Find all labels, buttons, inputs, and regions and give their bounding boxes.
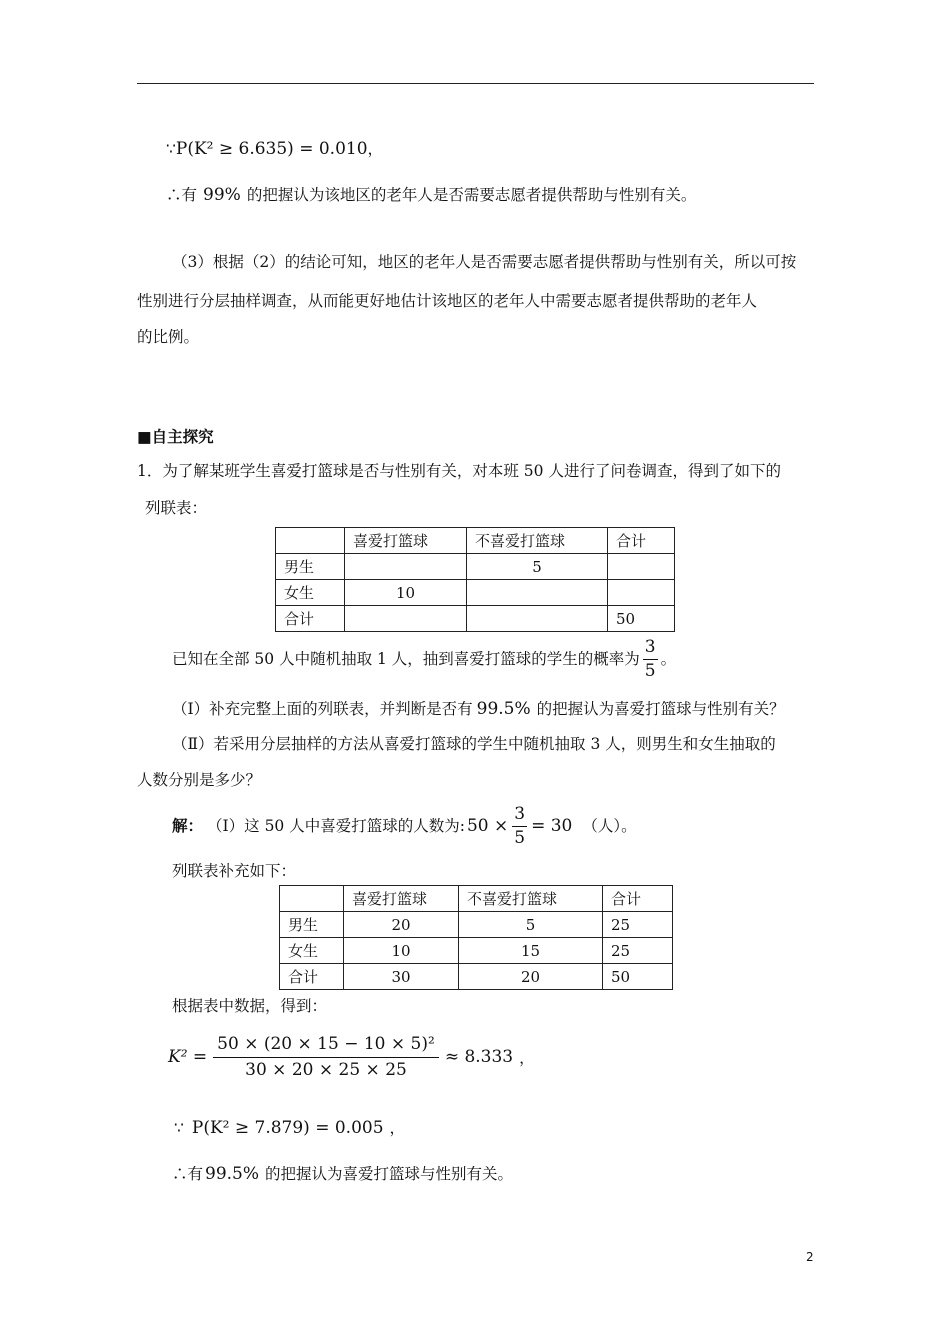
part2-line-a: （Ⅱ）若采用分层抽样的方法从喜爱打篮球的学生中随机抽取 3 人，则男生和女生抽取的 (172, 735, 776, 753)
table-cell: 合计 (276, 606, 345, 632)
solution-label: 解： (172, 816, 204, 835)
table-cell (467, 580, 608, 606)
because-symbol: ∵ (174, 1119, 184, 1137)
table-cell: 不喜爱打篮球 (459, 886, 603, 912)
table-cell: 30 (344, 964, 459, 990)
table-cell: 25 (603, 938, 673, 964)
fraction-denominator: 30 × 20 × 25 × 25 (245, 1059, 407, 1080)
table-cell: 20 (459, 964, 603, 990)
part2-line-b: 人数分别是多少？ (137, 771, 262, 789)
table-row (280, 938, 673, 964)
square-icon: ■ (137, 427, 152, 446)
because-line-2 (174, 1118, 405, 1138)
comma: ， (389, 1119, 406, 1137)
part1-text-a: （Ⅰ）补充完整上面的列联表，并判断是否有 (172, 700, 473, 718)
table-cell: 15 (459, 938, 603, 964)
data-intro: 根据表中数据，得到： (172, 997, 328, 1015)
fraction-numerator: 50 × (20 × 15 − 10 × 5)² (213, 1036, 439, 1058)
confidence-percent: 99.5% (205, 1164, 260, 1184)
para3-line-b: 性别进行分层抽样调查，从而能更好地估计该地区的老年人中需要志愿者提供帮助的老年人 (137, 292, 758, 310)
comma: ， (519, 1049, 535, 1067)
k2-lhs: K² = (168, 1047, 208, 1067)
q1-line-b: 列联表： (145, 499, 208, 517)
table-cell: 男生 (276, 554, 345, 580)
confidence-percent: 99% (203, 185, 241, 205)
table-cell (280, 886, 344, 912)
table-row (276, 606, 675, 632)
table-cell: 女生 (280, 938, 344, 964)
page-number: 2 (806, 1250, 814, 1264)
table-cell: 合计 (608, 528, 675, 554)
solution-line (172, 802, 637, 850)
expr-left: 50 × (466, 816, 509, 836)
conclusion-text: 的把握认为喜爱打篮球与性别有关。 (265, 1165, 514, 1183)
table-row (280, 964, 673, 990)
table-row (280, 912, 673, 938)
table-cell: 合计 (280, 964, 344, 990)
table-cell (608, 580, 675, 606)
table-cell: 20 (344, 912, 459, 938)
fraction-denominator: 5 (514, 827, 526, 848)
q1-line-a: 1．为了解某班学生喜爱打篮球是否与性别有关，对本班 50 人进行了问卷调查，得到了如下的 (137, 462, 781, 480)
k2-fraction (213, 1033, 439, 1080)
because-line-1 (166, 139, 383, 159)
table-cell (608, 554, 675, 580)
contingency-table-filled (279, 885, 673, 990)
solution-text: （Ⅰ）这 50 人中喜爱打篮球的人数为: (207, 817, 465, 835)
probability-expr-2: P(K² ≥ 7.879) = 0.005 (191, 1118, 384, 1138)
expr-right: = 30 (531, 816, 573, 836)
table-cell (276, 528, 345, 554)
fill-intro: 列联表补充如下： (172, 862, 297, 880)
section-heading (137, 427, 214, 447)
table-row (276, 580, 675, 606)
table-cell: 喜爱打篮球 (344, 886, 459, 912)
table-cell (345, 554, 467, 580)
para3-line-c: 的比例。 (137, 328, 200, 346)
para3-line-a: （3）根据（2）的结论可知，地区的老年人是否需要志愿者提供帮助与性别有关，所以可按 (172, 253, 797, 271)
part1-line (172, 699, 785, 719)
period: 。 (660, 650, 677, 668)
table-cell (467, 606, 608, 632)
table-cell: 喜爱打篮球 (345, 528, 467, 554)
table-header-row (276, 528, 675, 554)
table-cell (345, 606, 467, 632)
fraction-three-fifths (643, 636, 658, 681)
table-row (276, 554, 675, 580)
table-header-row (280, 886, 673, 912)
known-probability-line (172, 637, 676, 681)
table-cell: 不喜爱打篮球 (467, 528, 608, 554)
table-cell: 25 (603, 912, 673, 938)
fraction-denominator: 5 (644, 660, 656, 681)
fraction-three-fifths (512, 803, 527, 848)
confidence-percent: 99.5% (476, 699, 531, 719)
contingency-table-blank (275, 527, 675, 632)
therefore-line-2 (172, 1164, 513, 1184)
table-cell: 5 (467, 554, 608, 580)
comma: ， (367, 140, 384, 158)
table-cell: 50 (603, 964, 673, 990)
because-symbol: ∵ (166, 140, 176, 158)
conclusion-text: 的把握认为该地区的老年人是否需要志愿者提供帮助与性别有关。 (246, 186, 697, 204)
k2-rhs: ≈ 8.333 (444, 1047, 514, 1067)
table-cell: 5 (459, 912, 603, 938)
fraction-numerator: 3 (643, 639, 658, 660)
known-text: 已知在全部 50 人中随机抽取 1 人，抽到喜爱打篮球的学生的概率为 (172, 650, 640, 668)
table-cell: 合计 (603, 886, 673, 912)
table-cell: 50 (608, 606, 675, 632)
therefore-symbol: ∴有 (172, 1165, 204, 1183)
probability-expr-1: P(K² ≥ 6.635) = 0.010 (175, 139, 368, 159)
table-cell: 10 (345, 580, 467, 606)
part1-text-b: 的把握认为喜爱打篮球与性别有关？ (536, 700, 785, 718)
fraction-numerator: 3 (512, 806, 527, 827)
table-cell: 女生 (276, 580, 345, 606)
therefore-symbol: ∴有 (166, 186, 198, 204)
header-rule (137, 83, 814, 84)
therefore-line-1 (166, 185, 696, 205)
unit-text: （人）。 (582, 817, 637, 835)
table-cell: 男生 (280, 912, 344, 938)
k2-formula (168, 1030, 535, 1084)
table-cell: 10 (344, 938, 459, 964)
section-title: 自主探究 (151, 427, 214, 446)
